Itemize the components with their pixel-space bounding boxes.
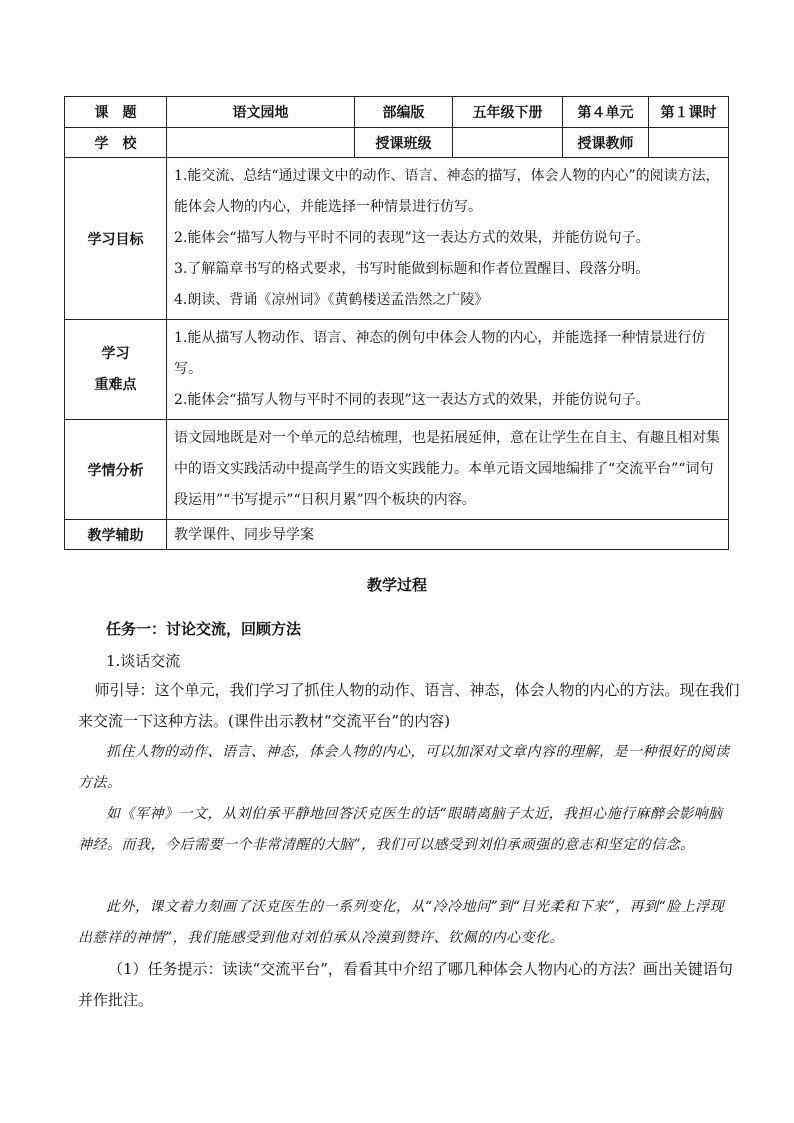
objectives-content <box>167 158 729 320</box>
aids-label: 教学辅助 <box>65 520 167 550</box>
period: 第１课时 <box>649 97 729 128</box>
lesson-info-table <box>64 96 729 550</box>
school-label: 学 校 <box>65 128 167 158</box>
objectives-label: 学习目标 <box>65 158 167 320</box>
quote-paragraph: 抓住人物的动作、语言、神态，体会人物的内心，可以加深对文章内容的理解，是一种很好的阅读方法。 <box>78 744 730 791</box>
task-title: 任务一：讨论交流，回顾方法 <box>106 620 302 638</box>
class-value <box>453 128 563 158</box>
analysis-content: 语文园地既是对一个单元的总结梳理，也是拓展延伸，意在让学生在自主、有趣且相对集中的语文实践活动中提高学生的语文实践能力。本单元语文园地编排了“交流平台”“词句段运用”“书写提示”“日积月累”四个板块的内容。 <box>167 420 729 520</box>
class-label: 授课班级 <box>355 128 453 158</box>
analysis-label: 学情分析 <box>65 420 167 520</box>
table-row <box>65 128 729 158</box>
quote-paragraph: 如《军神》一文，从刘伯承平静地回答沃克医生的话“眼睛离脑子太近，我担心施行麻醉会影响脑神经。而我，今后需要一个非常清醒的大脑”，我们可以感受到刘伯承顽强的意志和坚定的信念。 <box>78 806 723 853</box>
key-points-content <box>167 320 729 420</box>
lesson-label: 课 题 <box>65 97 167 128</box>
aids-content: 教学课件、同步导学案 <box>167 520 729 550</box>
table-row <box>65 320 729 420</box>
school-value <box>167 128 355 158</box>
objective-item: 2.能体会“描写人物与平时不同的表现”这一表达方式的效果，并能仿说句子。 <box>174 230 650 246</box>
section-title: 教学过程 <box>366 576 427 594</box>
teacher-value <box>649 128 729 158</box>
lesson-name: 语文园地 <box>167 97 355 128</box>
teacher-guide-paragraph: 师引导：这个单元，我们学习了抓住人物的动作、语言、神态，体会人物的内心的方法。现在我们来交流一下这种方法。(课件出示教材“交流平台”的内容) <box>78 681 740 730</box>
grade: 五年级下册 <box>453 97 563 128</box>
table-row <box>65 97 729 128</box>
table-row <box>65 158 729 320</box>
unit: 第４单元 <box>563 97 649 128</box>
objective-item: 4.朗读、背诵《凉州词》《黄鹤楼送孟浩然之广陵》 <box>174 292 489 308</box>
table-row <box>65 420 729 520</box>
key-point-item: 1.能从描写人物动作、语言、神态的例句中体会人物的内心，并能选择一种情景进行仿写。 <box>174 330 706 377</box>
edition: 部编版 <box>355 97 453 128</box>
objective-item: 1.能交流、总结“通过课文中的动作、语言、神态的描写，体会人物的内心”的阅读方法，能体会人物的内心，并能选择一种情景进行仿写。 <box>174 168 720 215</box>
key-point-item: 2.能体会“描写人物与平时不同的表现”这一表达方式的效果，并能仿说句子。 <box>174 392 650 408</box>
subheading: 1.谈话交流 <box>106 652 181 670</box>
key-points-label: 学习 重难点 <box>65 320 167 420</box>
quote-paragraph: 此外，课文着力刻画了沃克医生的一系列变化，从“冷冷地问”到“目光柔和下来”，再到“脸上浮现出慈祥的神情”，我们能感受到他对刘伯承从冷漠到赞许、钦佩的内心变化。 <box>78 899 725 946</box>
objective-item: 3.了解篇章书写的格式要求，书写时能做到标题和作者位置醒目、段落分明。 <box>174 261 650 277</box>
teacher-label: 授课教师 <box>563 128 649 158</box>
table-row <box>65 520 729 550</box>
task-hint-paragraph: （1）任务提示：读读“交流平台”，看看其中介绍了哪几种体会人物内心的方法？画出关键语句并作批注。 <box>78 960 733 1009</box>
